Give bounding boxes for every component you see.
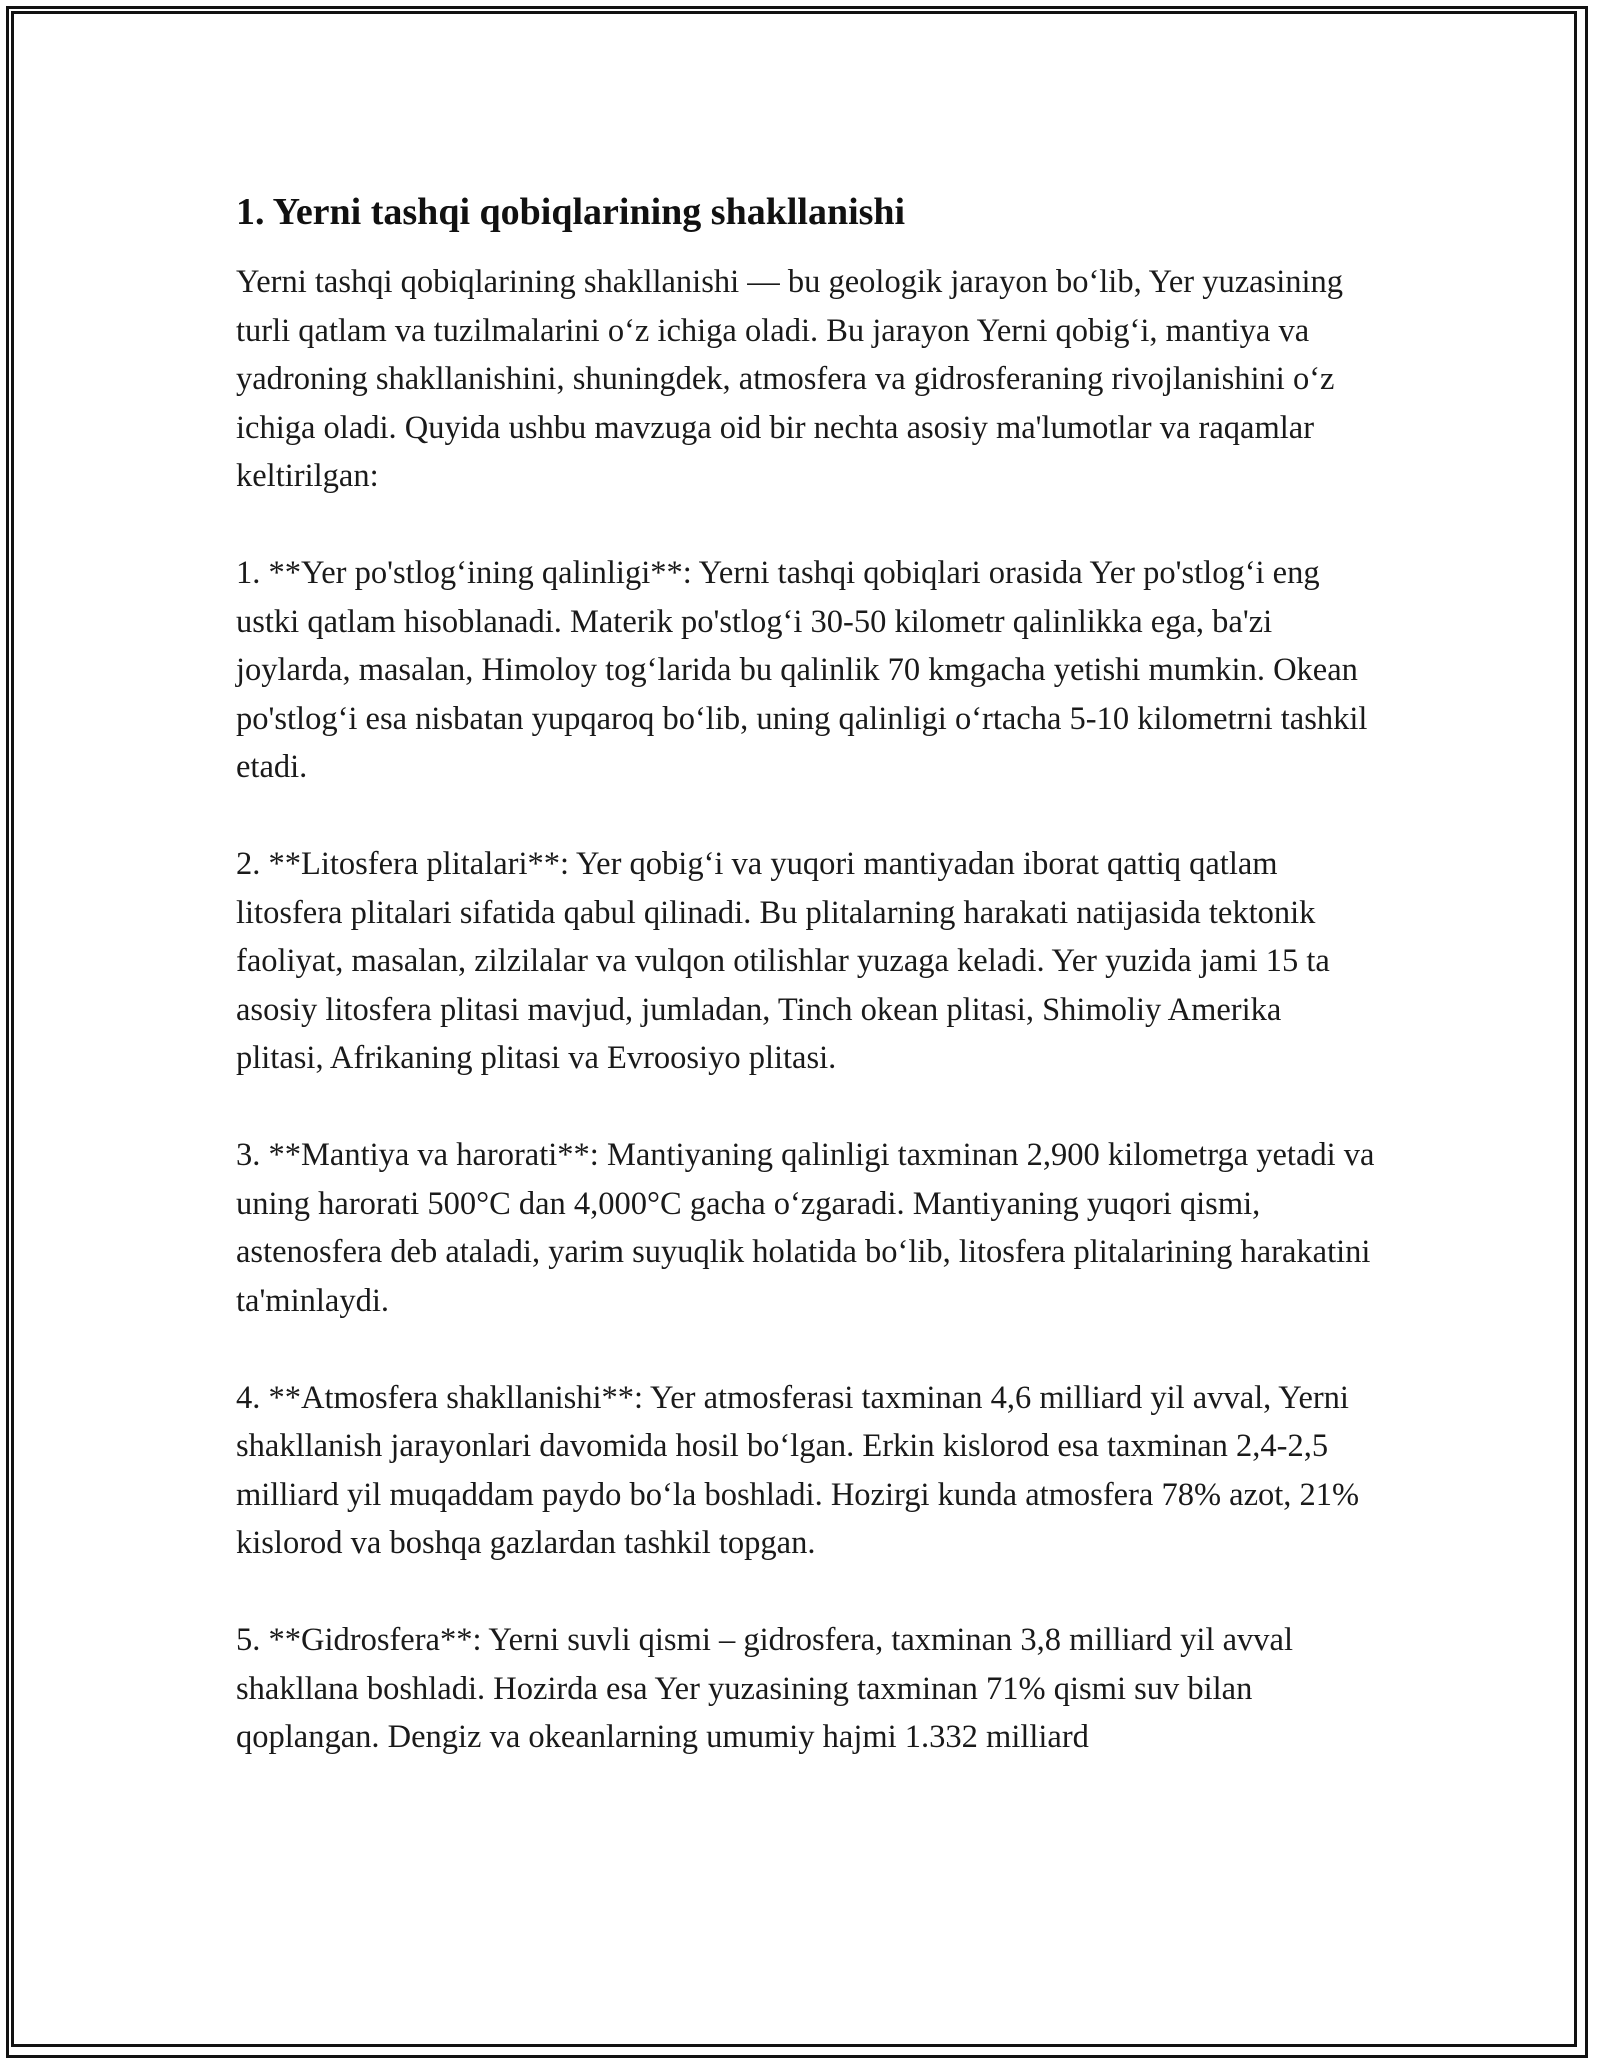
paragraph-lithosphere-plates: 2. **Litosfera plitalari**: Yer qobig‘i va yuqori mantiyadan iborat qattiq qatlam litosfera plitalari sifatida qabul qilinadi. Bu plitalarning harakati natijasida tektonik faoliyat, masalan, zilzilalar va vulqon otilishlar yuzaga keladi. Yer yuzida jami 15 ta asosiy litosfera plitasi mavjud, jumladan, Tinch okean plitasi, Shimoliy Amerika plitasi, Afrikaning plitasi va Evroosiyo plitasi. bbox=[236, 846, 1330, 1076]
document-title: 1. Yerni tashqi qobiqlarining shakllanishi bbox=[236, 191, 906, 233]
paragraph-hydrosphere: 5. **Gidrosfera**: Yerni suvli qismi – gidrosfera, taxminan 3,8 milliard yil avval shakllana boshladi. Hozirda esa Yer yuzasining taxminan 71% qismi suv bilan qoplangan. Dengiz va okeanlarning umumiy hajmi 1.332 milliard bbox=[236, 1622, 1293, 1755]
document-body bbox=[236, 188, 1376, 1810]
intro-paragraph: Yerni tashqi qobiqlarining shakllanishi — bu geologik jarayon bo‘lib, Yer yuzasining turli qatlam va tuzilmalarini o‘z ichiga oladi. Bu jarayon Yerni qobig‘i, mantiya va yadroning shakllanishini, shuningdek, atmosfera va gidrosferaning rivojlanishini o‘z ichiga oladi. Quyida ushbu mavzuga oid bir nechta asosiy ma'lumotlar va raqamlar keltirilgan: bbox=[236, 264, 1344, 494]
paragraph-mantle-temperature: 3. **Mantiya va harorati**: Mantiyaning qalinligi taxminan 2,900 kilometrga yetadi va uning harorati 500°C dan 4,000°C gacha o‘zgaradi. Mantiyaning yuqori qismi, astenosfera deb ataladi, yarim suyuqlik holatida bo‘lib, litosfera plitalarining harakatini ta'minlaydi. bbox=[236, 1137, 1375, 1319]
paragraph-atmosphere-formation: 4. **Atmosfera shakllanishi**: Yer atmosferasi taxminan 4,6 milliard yil avval, Yerni shakllanish jarayonlari davomida hosil bo‘lgan. Erkin kislorod esa taxminan 2,4-2,5 milliard yil muqaddam paydo bo‘la boshladi. Hozirgi kunda atmosfera 78% azot, 21% kislorod va boshqa gazlardan tashkil topgan. bbox=[236, 1379, 1360, 1561]
paragraph-crust-thickness: 1. **Yer po'stlog‘ining qalinligi**: Yerni tashqi qobiqlari orasida Yer po'stlog‘i eng ustki qatlam hisoblanadi. Materik po'stlog‘i 30-50 kilometr qalinlikka ega, ba'zi joylarda, masalan, Himoloy tog‘larida bu qalinlik 70 kmgacha yetishi mumkin. Okean po'stlog‘i esa nisbatan yupqaroq bo‘lib, uning qalinligi o‘rtacha 5-10 kilometrni tashkil etadi. bbox=[236, 555, 1368, 785]
